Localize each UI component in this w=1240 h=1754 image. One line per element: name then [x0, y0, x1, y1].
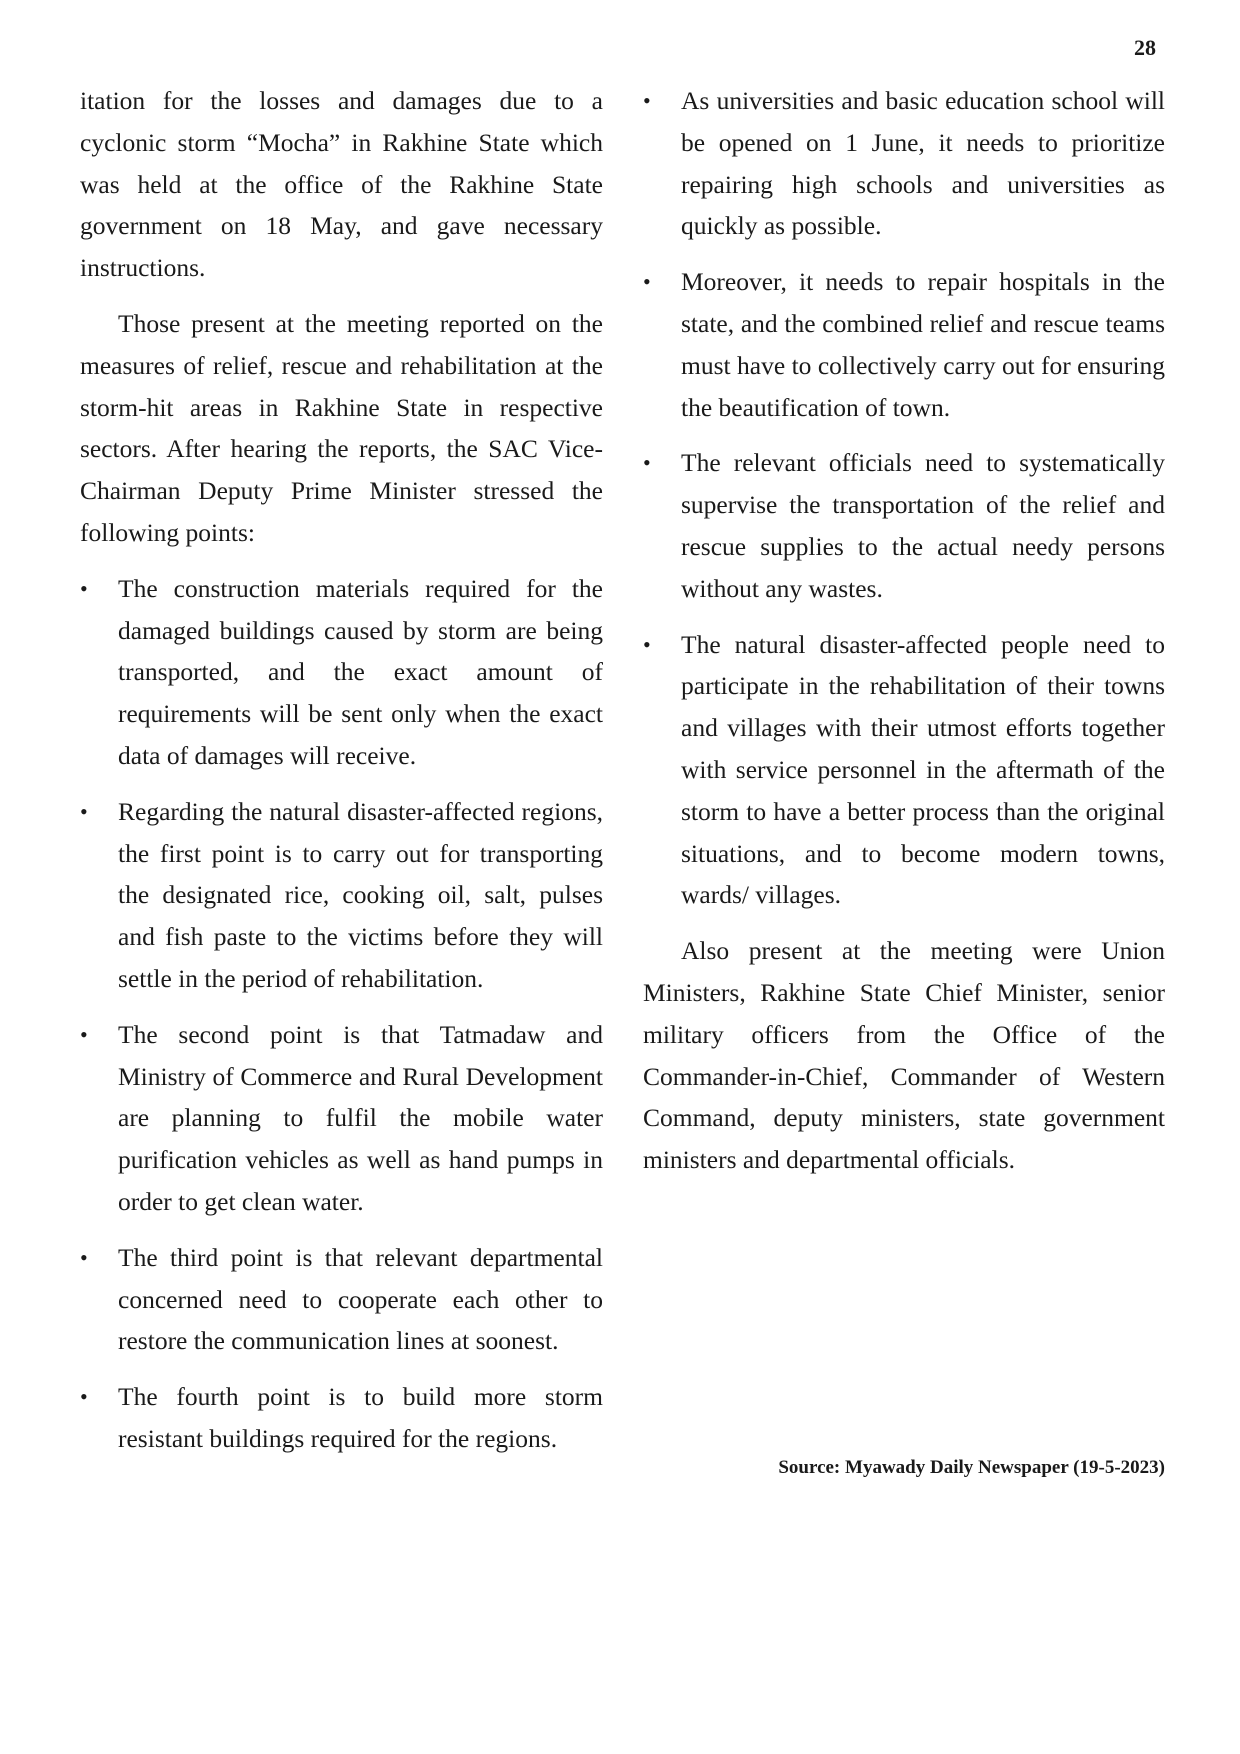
list-item [80, 568, 603, 777]
list-item [643, 80, 1165, 247]
list-item [643, 261, 1165, 428]
bullet-icon: • [643, 269, 651, 295]
bullet-icon: • [643, 450, 651, 476]
list-item-text: The construction materials required for the damaged buildings caused by storm are being transported, and the exact amount of requirements will be sent only when the exact data of damages will receive. [118, 573, 603, 770]
list-item-text: Moreover, it needs to repair hospitals in the state, and the combined relief and rescue teams must have to collectively carry out for ensuring the beautification of town. [681, 267, 1165, 422]
bullet-icon: • [643, 88, 651, 113]
list-item-text: The third point is that relevant departmental concerned need to cooperate each other to restore the communication lines at soonest. [118, 1242, 603, 1356]
bullet-icon: • [643, 631, 651, 657]
closing-paragraph: Also present at the meeting were Union Ministers, Rakhine State Chief Minister, senior military officers from the Office of the Commander-in-Chief, Commander of Western Command, deputy ministers, state government ministers and departmental officials. [643, 936, 1165, 1175]
left-bullet-list [80, 568, 603, 1460]
right-bullet-list [643, 80, 1165, 916]
list-item [80, 1237, 603, 1362]
list-item-text: The fourth point is to build more storm resistant buildings required for the regions. [118, 1382, 603, 1453]
bullet-icon: • [80, 1384, 88, 1410]
list-item [80, 1376, 603, 1460]
right-column [643, 80, 1165, 1195]
opening-paragraph: itation for the losses and damages due to a cyclonic storm “Mocha” in Rakhine State which was held at the office of the Rakhine State government on 18 May, and gave necessary instructions. [80, 86, 603, 283]
list-item [643, 624, 1165, 917]
second-paragraph: Those present at the meeting reported on the measures of relief, rescue and rehabilitation at the storm-hit areas in Rakhine State in respective sectors. After hearing the reports, the SAC Vice-Chairman Deputy Prime Minister stressed the following points: [80, 308, 603, 547]
list-item-text: The natural disaster-affected people need to participate in the rehabilitation of their towns and villages with their utmost efforts together with service personnel in the aftermath of the storm to have a better process than the original situations, and to become modern towns, wards/ villages. [681, 629, 1165, 910]
list-item-text: Regarding the natural disaster-affected regions, the first point is to carry out for transporting the designated rice, cooking oil, salt, pulses and fish paste to the victims before they will settle in the period of rehabilitation. [118, 796, 603, 993]
list-item [80, 791, 603, 1000]
list-item-text: As universities and basic education school will be opened on 1 June, it needs to prioritize repairing high schools and universities as quickly as possible. [681, 86, 1165, 241]
source-citation: Source: Myawady Daily Newspaper (19-5-2023) [778, 1457, 1165, 1478]
list-item-text: The relevant officials need to systematically supervise the transportation of the relief and rescue supplies to the actual needy persons without any wastes. [681, 448, 1165, 603]
left-column [80, 80, 603, 1474]
list-item-text: The second point is that Tatmadaw and Ministry of Commerce and Rural Development are planning to fulfil the mobile water purification vehicles as well as hand pumps in order to get clean water. [118, 1019, 603, 1216]
bullet-icon: • [80, 1021, 88, 1047]
list-item [80, 1014, 603, 1223]
bullet-icon: • [80, 798, 88, 824]
bullet-icon: • [80, 575, 88, 601]
page-number: 28 [1134, 35, 1156, 60]
bullet-icon: • [80, 1244, 88, 1270]
list-item [643, 442, 1165, 609]
